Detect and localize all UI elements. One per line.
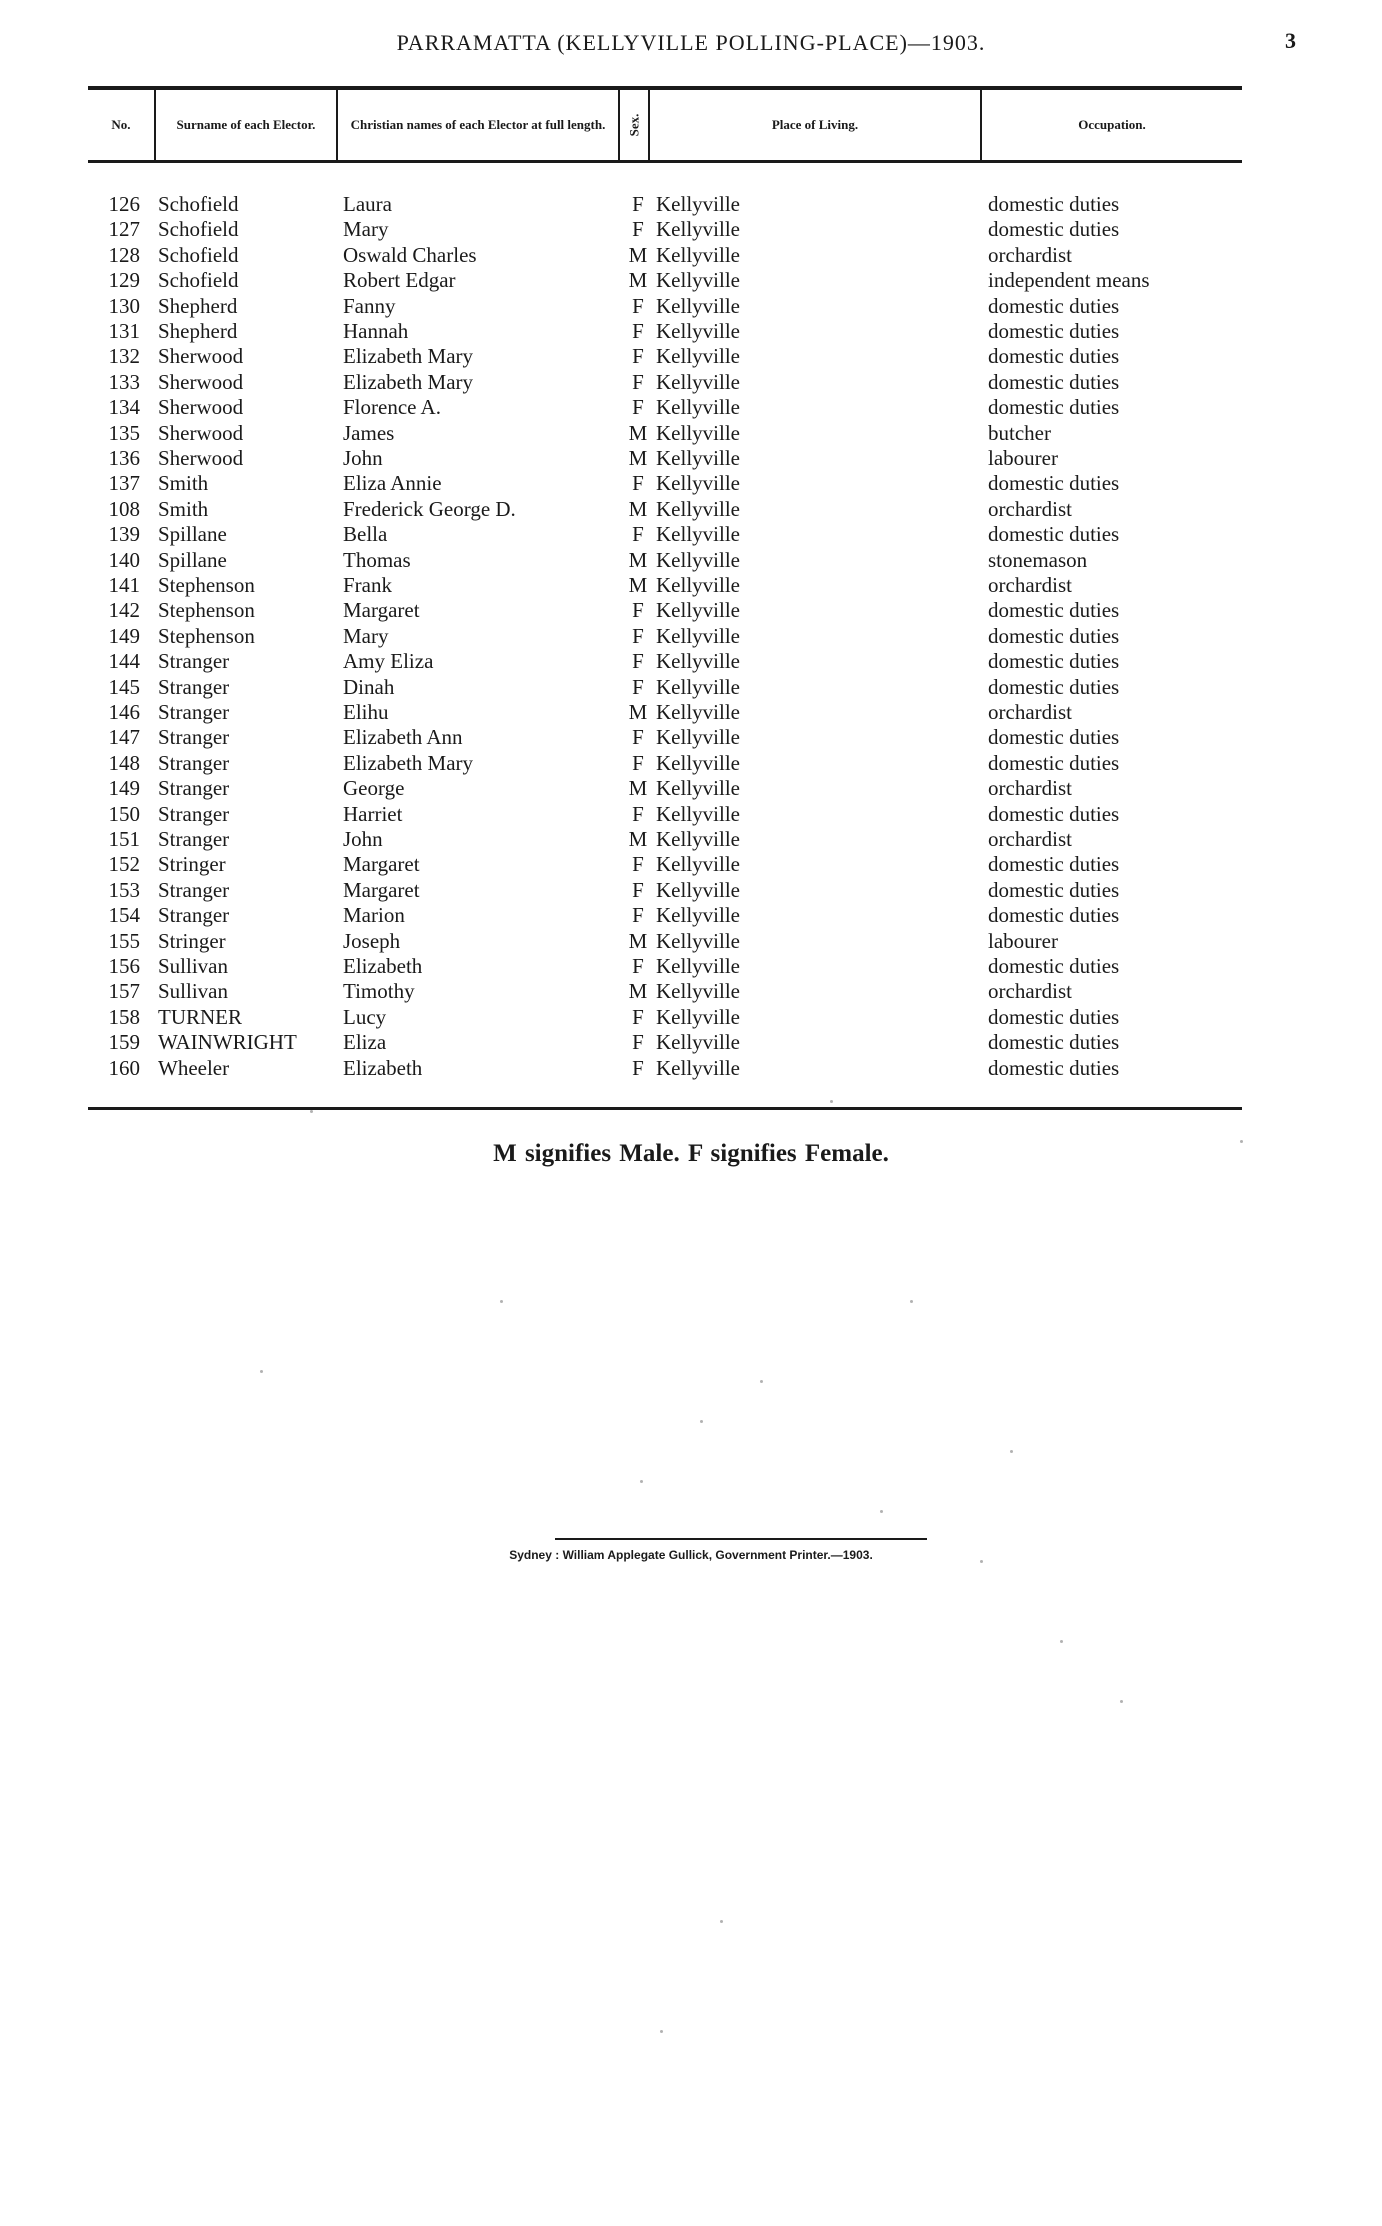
table-row [0,979,1382,1004]
elector-number: 136 [108,446,140,470]
table-row [0,268,1382,293]
paper-speck [880,1510,883,1513]
elector-occupation: domestic duties [988,344,1120,369]
table-row [0,852,1382,877]
elector-sex: M [628,268,648,293]
table-row [0,421,1382,446]
paper-speck [980,1560,983,1563]
table-row [0,700,1382,725]
elector-sex: F [632,471,644,496]
elector-number: 159 [108,1030,140,1055]
elector-christian-names: Margaret [343,852,420,877]
elector-surname: Schofield [158,192,239,216]
table-row [0,827,1382,852]
elector-christian-names: Elizabeth [343,1055,423,1080]
elector-surname: Stringer [158,852,226,877]
elector-christian-names: Bella [343,522,388,547]
elector-christian-names: Laura [343,192,392,216]
elector-sex: M [628,446,648,470]
elector-number: 155 [108,928,140,953]
header-sex-label: Sex. [626,113,641,137]
elector-sex: M [628,242,648,267]
elector-number: 134 [108,395,140,420]
elector-sex: F [632,192,644,216]
printer-imprint: Sydney : William Applegate Gullick, Government Printer.—1903. [509,1548,873,1562]
elector-number: 142 [108,598,140,623]
elector-christian-names: Elizabeth [343,954,423,978]
elector-place: Kellyville [656,547,740,572]
elector-number: 140 [108,547,140,572]
elector-occupation: domestic duties [988,471,1120,496]
table-row [0,217,1382,242]
elector-place: Kellyville [656,242,740,267]
elector-occupation: domestic duties [988,319,1120,343]
elector-sex: F [632,1004,644,1029]
elector-christian-names: Joseph [343,928,401,953]
elector-sex: F [632,344,644,369]
elector-place: Kellyville [656,395,740,420]
elector-occupation: orchardist [988,242,1072,267]
elector-place: Kellyville [656,877,740,902]
elector-number: 129 [108,268,140,293]
table-row [0,878,1382,903]
elector-number: 154 [108,903,140,928]
elector-surname: WAINWRIGHT [158,1030,297,1055]
elector-occupation: domestic duties [988,369,1120,394]
elector-number: 150 [108,801,140,826]
elector-sex: M [628,420,648,445]
elector-place: Kellyville [656,369,740,394]
elector-number: 149 [108,623,140,648]
elector-sex: F [632,319,644,343]
elector-sex: F [632,852,644,877]
elector-surname: Stranger [158,801,230,826]
elector-christian-names: John [343,446,383,470]
paper-speck [830,1100,833,1103]
elector-surname: Sherwood [158,420,244,445]
elector-sex: F [632,1030,644,1055]
elector-sex: M [628,496,648,521]
elector-christian-names: Oswald Charles [343,242,477,267]
table-row [0,548,1382,573]
elector-surname: Smith [158,471,209,496]
table-row [0,294,1382,319]
paper-speck [760,1380,763,1383]
elector-sex: F [632,903,644,928]
elector-place: Kellyville [656,852,740,877]
elector-number: 131 [108,319,140,343]
elector-occupation: orchardist [988,827,1072,851]
elector-christian-names: Timothy [343,979,415,1004]
elector-occupation: domestic duties [988,750,1120,775]
table-row [0,675,1382,700]
elector-surname: Schofield [158,268,239,293]
elector-surname: Spillane [158,547,227,572]
elector-place: Kellyville [656,979,740,1004]
elector-occupation: domestic duties [988,877,1120,902]
elector-place: Kellyville [656,928,740,953]
elector-surname: Stranger [158,725,230,750]
elector-sex: F [632,623,644,648]
page-title: PARRAMATTA (KELLYVILLE POLLING-PLACE)—1903. [396,30,986,55]
paper-speck [700,1420,703,1423]
table-row [0,573,1382,598]
paper-speck [1120,1700,1123,1703]
table-row [0,395,1382,420]
elector-surname: Smith [158,496,209,521]
elector-sex: F [632,522,644,547]
elector-christian-names: Frederick George D. [343,496,516,521]
table-bottom-rule [88,1107,1242,1110]
elector-surname: TURNER [158,1004,242,1029]
elector-place: Kellyville [656,700,740,724]
elector-surname: Sullivan [158,979,229,1004]
paper-speck [260,1370,263,1373]
header-surname: Surname of each Elector. [156,90,338,160]
elector-occupation: domestic duties [988,674,1120,699]
table-row [0,776,1382,801]
elector-surname: Stephenson [158,623,255,648]
elector-surname: Stranger [158,750,230,775]
elector-place: Kellyville [656,801,740,826]
elector-sex: F [632,1055,644,1080]
elector-sex: F [632,217,644,242]
elector-number: 158 [108,1004,140,1029]
elector-christian-names: Mary [343,623,389,648]
elector-christian-names: Elihu [343,700,389,724]
paper-speck [640,1480,643,1483]
elector-sex: F [632,649,644,674]
paper-speck [1060,1640,1063,1643]
elector-place: Kellyville [656,496,740,521]
elector-christian-names: Harriet [343,801,403,826]
elector-place: Kellyville [656,192,740,216]
elector-number: 149 [108,776,140,801]
elector-surname: Sherwood [158,446,244,470]
elector-surname: Stranger [158,903,230,928]
elector-number: 148 [108,750,140,775]
elector-number: 130 [108,293,140,318]
elector-christian-names: Hannah [343,319,409,343]
elector-christian-names: Elizabeth Mary [343,750,474,775]
elector-sex: M [628,573,648,597]
elector-occupation: stonemason [988,547,1088,572]
table-row [0,522,1382,547]
header-place: Place of Living. [650,90,982,160]
table-row [0,1005,1382,1030]
elector-number: 141 [108,573,140,597]
elector-place: Kellyville [656,750,740,775]
elector-number: 128 [108,242,140,267]
elector-number: 139 [108,522,140,547]
elector-number: 156 [108,954,140,978]
table-row [0,1056,1382,1081]
elector-place: Kellyville [656,1055,740,1080]
elector-place: Kellyville [656,522,740,547]
table-row [0,624,1382,649]
table-row [0,649,1382,674]
elector-occupation: domestic duties [988,1055,1120,1080]
elector-number: 144 [108,649,140,674]
table-row [0,954,1382,979]
page-number: 3 [1285,28,1296,53]
paper-speck [500,1300,503,1303]
table-row [0,446,1382,471]
elector-surname: Sullivan [158,954,229,978]
elector-number: 145 [108,674,140,699]
elector-occupation: domestic duties [988,801,1120,826]
table-row [0,370,1382,395]
elector-place: Kellyville [656,598,740,623]
elector-place: Kellyville [656,573,740,597]
elector-christian-names: Thomas [343,547,411,572]
elector-christian-names: Robert Edgar [343,268,456,293]
elector-number: 146 [108,700,140,724]
elector-number: 133 [108,369,140,394]
elector-sex: F [632,369,644,394]
elector-sex: F [632,725,644,750]
printer-rule [555,1538,927,1540]
elector-surname: Schofield [158,217,239,242]
elector-sex: M [628,979,648,1004]
elector-occupation: domestic duties [988,598,1120,623]
paper-speck [1240,1140,1243,1143]
paper-speck [310,1110,313,1113]
elector-sex: F [632,674,644,699]
elector-number: 160 [108,1055,140,1080]
elector-place: Kellyville [656,446,740,470]
elector-sex: F [632,293,644,318]
elector-surname: Shepherd [158,293,238,318]
elector-number: 147 [108,725,140,750]
elector-sex: F [632,598,644,623]
table-row [0,243,1382,268]
elector-christian-names: Dinah [343,674,395,699]
elector-occupation: domestic duties [988,623,1120,648]
elector-sex: F [632,954,644,978]
elector-christian-names: Amy Eliza [343,649,434,674]
elector-number: 151 [108,827,140,851]
elector-christian-names: James [343,420,395,445]
elector-occupation: domestic duties [988,192,1120,216]
elector-surname: Sherwood [158,369,244,394]
header-occupation: Occupation. [1078,117,1146,132]
elector-occupation: domestic duties [988,522,1120,547]
elector-christian-names: Elizabeth Mary [343,344,474,369]
elector-surname: Stranger [158,776,230,801]
table-row [0,929,1382,954]
elector-number: 108 [108,496,140,521]
elector-number: 157 [108,979,140,1004]
table-row [0,192,1382,217]
elector-occupation: orchardist [988,496,1072,521]
elector-place: Kellyville [656,471,740,496]
elector-occupation: orchardist [988,700,1072,724]
elector-surname: Stephenson [158,573,255,597]
header-no: No. [88,90,156,160]
elector-christian-names: Margaret [343,598,420,623]
elector-surname: Stranger [158,877,230,902]
elector-place: Kellyville [656,903,740,928]
elector-sex: F [632,395,644,420]
elector-occupation: domestic duties [988,649,1120,674]
elector-place: Kellyville [656,1030,740,1055]
elector-sex: M [628,776,648,801]
elector-place: Kellyville [656,827,740,851]
elector-place: Kellyville [656,623,740,648]
elector-place: Kellyville [656,293,740,318]
elector-occupation: domestic duties [988,1004,1120,1029]
elector-place: Kellyville [656,674,740,699]
elector-surname: Stranger [158,674,230,699]
elector-sex: F [632,801,644,826]
elector-number: 127 [108,217,140,242]
elector-sex: F [632,750,644,775]
sex-legend: M signifies Male. F signifies Female. [493,1140,889,1167]
elector-surname: Wheeler [158,1055,230,1080]
elector-sex: M [628,928,648,953]
elector-surname: Stringer [158,928,226,953]
elector-surname: Stranger [158,649,230,674]
elector-occupation: domestic duties [988,903,1120,928]
elector-christian-names: Margaret [343,877,420,902]
elector-place: Kellyville [656,420,740,445]
elector-occupation: labourer [988,928,1058,953]
header-christian-names: Christian names of each Elector at full length. [338,90,620,160]
elector-number: 137 [108,471,140,496]
table-row [0,802,1382,827]
elector-place: Kellyville [656,954,740,978]
elector-christian-names: Eliza Annie [343,471,442,496]
elector-place: Kellyville [656,268,740,293]
elector-christian-names: Florence A. [343,395,441,420]
table-row [0,903,1382,928]
elector-place: Kellyville [656,217,740,242]
elector-place: Kellyville [656,344,740,369]
elector-number: 132 [108,344,140,369]
elector-surname: Stephenson [158,598,255,623]
elector-surname: Schofield [158,242,239,267]
elector-occupation: independent means [988,268,1150,293]
elector-place: Kellyville [656,725,740,750]
elector-surname: Sherwood [158,395,244,420]
elector-christian-names: George [343,776,405,801]
elector-surname: Spillane [158,522,227,547]
elector-occupation: domestic duties [988,1030,1120,1055]
table-row [0,344,1382,369]
paper-speck [1010,1450,1013,1453]
elector-occupation: labourer [988,446,1058,470]
header-sex [620,90,650,160]
elector-occupation: butcher [988,420,1051,445]
elector-occupation: orchardist [988,573,1072,597]
paper-speck [910,1300,913,1303]
elector-occupation: domestic duties [988,217,1120,242]
elector-surname: Sherwood [158,344,244,369]
elector-surname: Shepherd [158,319,238,343]
elector-christian-names: John [343,827,383,851]
table-row [0,1030,1382,1055]
table-row [0,725,1382,750]
elector-number: 135 [108,420,140,445]
elector-surname: Stranger [158,700,230,724]
elector-occupation: domestic duties [988,954,1120,978]
elector-christian-names: Marion [343,903,405,928]
elector-occupation: orchardist [988,979,1072,1004]
elector-occupation: domestic duties [988,293,1120,318]
elector-occupation: orchardist [988,776,1072,801]
elector-sex: M [628,547,648,572]
elector-sex: M [628,700,648,724]
elector-christian-names: Elizabeth Ann [343,725,463,750]
elector-sex: M [628,827,648,851]
elector-place: Kellyville [656,1004,740,1029]
elector-place: Kellyville [656,649,740,674]
elector-place: Kellyville [656,319,740,343]
table-row [0,319,1382,344]
elector-christian-names: Mary [343,217,389,242]
elector-occupation: domestic duties [988,725,1120,750]
table-row [0,751,1382,776]
elector-occupation: domestic duties [988,395,1120,420]
elector-occupation: domestic duties [988,852,1120,877]
elector-surname: Stranger [158,827,230,851]
table-row [0,497,1382,522]
elector-christian-names: Elizabeth Mary [343,369,474,394]
paper-speck [660,2030,663,2033]
elector-sex: F [632,877,644,902]
elector-number: 152 [108,852,140,877]
table-header [88,86,1242,163]
elector-number: 153 [108,877,140,902]
paper-speck [720,1920,723,1923]
elector-christian-names: Fanny [343,293,396,318]
table-row [0,471,1382,496]
elector-christian-names: Eliza [343,1030,387,1055]
table-row [0,598,1382,623]
elector-christian-names: Frank [343,573,392,597]
elector-number: 126 [108,192,140,216]
elector-place: Kellyville [656,776,740,801]
elector-christian-names: Lucy [343,1004,387,1029]
